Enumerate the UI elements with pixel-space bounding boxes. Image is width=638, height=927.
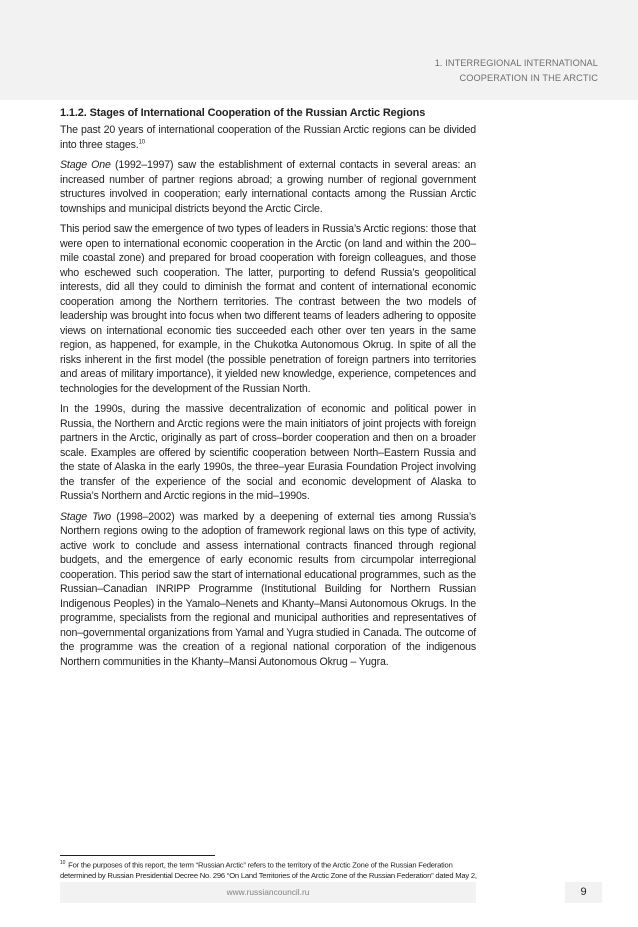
section-title: 1.1.2. Stages of International Cooperation of the Russian Arctic Regions [60,107,426,119]
page-number-box [565,882,602,903]
header-band [0,0,638,100]
paragraph-leaders: This period saw the emergence of two types of leaders in Russia’s Arctic regions: those that were open to international economic cooperation in the Arctic (on land and within the 200–mile coastal zone) and prepared for broad cooperation with foreign colleagues, and those who eschewed such cooperation. The latter, purporting to defend Russia’s geopolitical interests, did all they could to diminish the format and content of international economic cooperation among the Northern territories. The contrast between the two models of leadership was brought into focus when two different teams of leaders adhering to opposite views on international economic ties succeeded each other over ten years in the same region, as happened, for example, in the Chukotka Autonomous Okrug. In spite of all the risks inherent in the first model (the possible penetration of foreign partners into territories and areas of military importance), it yielded new knowledge, experience, competences and technologies for the development of the Russian North. [60,223,476,395]
stage-one-text: (1992–1997) saw the establishment of external contacts in several areas: an increased number of partner regions abroad; a growing number of regional government structures involved in cooperation; early international contacts among the Russian Arctic townships and municipal districts beyond the Arctic Circle. [60,159,476,215]
footnote-divider [60,855,215,856]
paragraph-1990s: In the 1990s, during the massive decentralization of economic and political power in Russia, the Northern and Arctic regions were the main initiators of joint projects with foreign partners in the Arctic, originally as part of cross–border cooperation and then on a broader scale. Examples are offered by scientific cooperation between North–Eastern Russia and the state of Alaska in the early 1990s, the three–year Eurasia Foundation Project involving the transfer of the experience of the social and economic development of Alaska to Russia’s Northern and Arctic regions in the mid–1990s. [60,403,476,502]
page-number: 9 [580,886,587,898]
paragraph-stage-one [60,158,476,216]
footnote-reference[interactable]: 10 [138,138,145,145]
stage-two-label: Stage Two [60,510,111,523]
paragraph-stage-two [60,510,476,670]
running-header [435,56,598,86]
footer-url-link[interactable]: www.russiancouncil.ru [226,887,310,897]
main-content [60,106,476,675]
paragraph-intro [60,123,476,152]
stage-one-label: Stage One [60,159,111,171]
chapter-title-line-1: 1. INTERREGIONAL INTERNATIONAL [434,58,598,68]
stage-two-text: (1998–2002) was marked by a deepening of external ties among Russia’s Northern regions owing to the adoption of framework regional laws on this type of activity, active work to conclude and assess international contracts financed through regional budgets, and the emergence of early economic results from circumpolar interregional cooperation. This period saw the start of international educational programmes, such as the Russian–Canadian INRIPP Programme (Institutional Building for Northern Russian Indigenous Peoples) in the Yamalo–Nenets and Khanty–Mansi Autonomous Okrugs. In the programme, specialists from the regional and municipal authorities and representatives of non–governmental organizations from Yamal and Yugra studied in Canada. The outcome of the programme was the creation of a regional national corporation of the indigenous Northern communities in the Khanty–Mansi Autonomous Okrug – Yugra. [60,510,476,668]
footnote-text: For the purposes of this report, the term “Russian Arctic” refers to the territory of the Arctic Zone of the Russian Federation determined by Russian Presidential Decree No. 296 “On Land Territories of the Arctic Zone of the Russian Federation” dated May 2, [60,860,477,881]
footer-bar [60,882,476,903]
chapter-title-line-2: COOPERATION IN THE ARCTIC [459,73,598,83]
paragraph-intro-text: The past 20 years of international cooperation of the Russian Arctic regions can be divided into three stages. [60,124,476,151]
footnote-number: 10 [60,860,66,866]
